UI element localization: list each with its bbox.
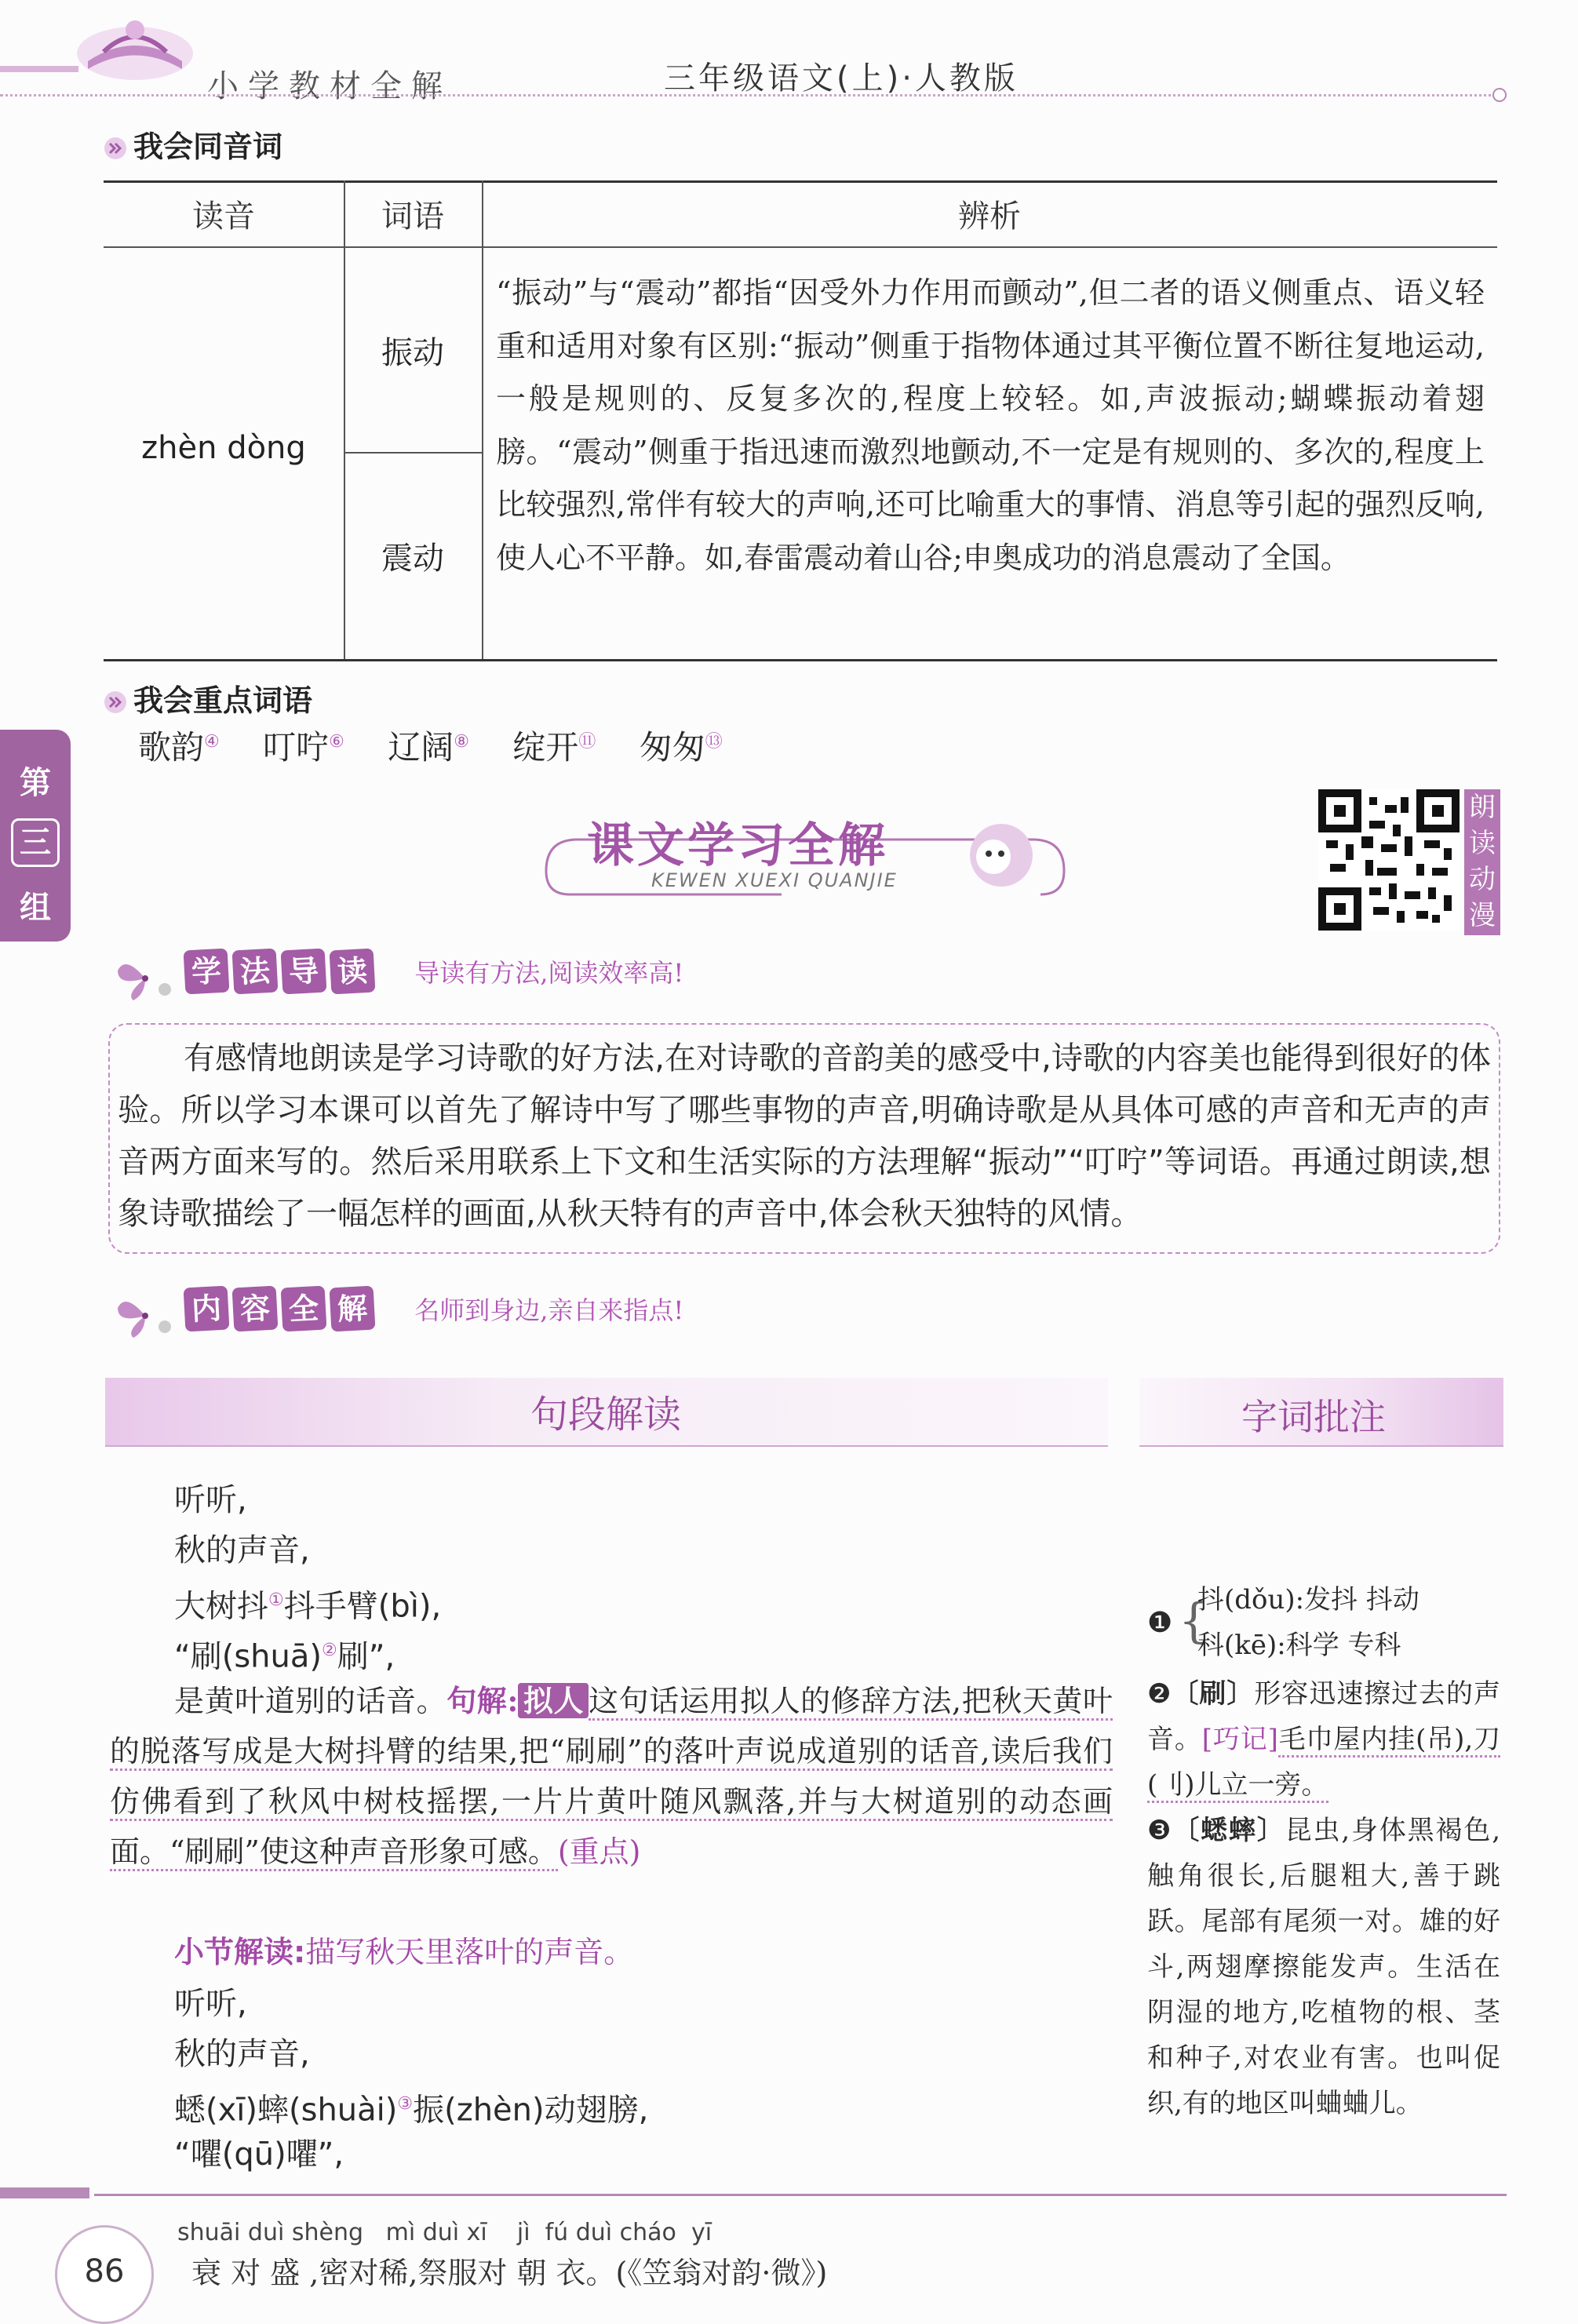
poem-line: 秋的声音, — [174, 2036, 310, 2072]
note-1: ❶ { 抖(dǒu):发抖 抖动 科(kē):科学 专科 — [1147, 1584, 1419, 1661]
note-2: ❷〔刷〕形容迅速擦过去的声音。[巧记]毛巾屋内挂(吊),刀(刂)儿立一旁。 — [1147, 1671, 1500, 1808]
keyword-item: 匆匆⑬ — [639, 728, 723, 767]
poem-line: 蟋(xī)蟀(shuài)③振(zhèn)动翅膀, — [174, 2092, 649, 2129]
banner-subtitle: KEWEN XUEXI QUANJIE — [651, 869, 898, 891]
side-tab-char: 组 — [20, 890, 51, 926]
word-notes-heading: 字词批注 — [1241, 1396, 1386, 1438]
banner-title: 课文学习全解 — [587, 818, 888, 873]
homophones-table — [104, 180, 1497, 659]
keyword-item: 叮咛⑥ — [263, 728, 344, 767]
page-number: 86 — [55, 2225, 154, 2324]
book-logo-icon — [72, 6, 198, 85]
pill-char: 读 — [330, 949, 376, 995]
content-note: 名师到身边,亲自来指点! — [414, 1295, 684, 1325]
keywords-section-title — [104, 676, 312, 719]
side-tab-char: 三 — [11, 818, 60, 867]
poem-line: “㘗(qū)㘗”, — [174, 2136, 344, 2173]
word-notes — [1147, 1577, 1500, 2126]
double-arrow-icon — [104, 137, 127, 160]
keyword-item: 歌韵④ — [138, 728, 220, 767]
guide-note: 导读有方法,阅读效率高! — [414, 958, 684, 988]
pinyin-cell: zhèn dòng — [141, 430, 306, 466]
series-title: 小学教材全解 — [207, 68, 452, 104]
sentence-analysis-heading: 句段解读 — [530, 1393, 682, 1437]
header-divider — [0, 94, 1507, 97]
pill-char: 导 — [281, 949, 327, 995]
homophones-title-text: 我会同音词 — [133, 129, 283, 164]
butterfly-icon — [110, 955, 180, 1002]
book-title: 三年级语文(上)·人教版 — [664, 60, 1019, 97]
guide-text: 有感情地朗读是学习诗歌的好方法,在对诗歌的音韵美的感受中,诗歌的内容美也能得到很好的体验。所以学习本课可以首先了解诗中写了哪些事物的声音,明确诗歌是从具体可感的声音和无声的声音两方面来写的。然后采用联系上下文和生活实际的方法理解“振动”“叮咛”等词语。再通过朗读,想象诗歌描绘了一幅怎样的画面,从秋天特有的声音中,体会秋天独特的风情。 — [118, 1040, 1491, 1232]
side-tab-char: 第 — [20, 765, 51, 801]
pill-char: 解 — [330, 1286, 376, 1332]
header-dot-icon — [1492, 88, 1507, 102]
pill-char: 全 — [281, 1286, 327, 1332]
poem-block-2 — [174, 1979, 1116, 2180]
pill-char: 学 — [184, 949, 230, 995]
section-summary: 小节解读:描写秋天里落叶的声音。 — [174, 1935, 634, 1969]
qr-label: 朗 读 动 漫 — [1464, 789, 1500, 935]
poem-block — [174, 1475, 1116, 1676]
poem-line: 秋的声音, — [174, 1532, 310, 1568]
poem-line: 听听, — [174, 1986, 247, 2022]
guide-heading — [110, 949, 683, 1012]
keyword-item: 辽阔⑧ — [388, 728, 469, 767]
content-heading — [110, 1287, 683, 1350]
pill-char: 法 — [232, 949, 279, 995]
poem-line: “刷(shuā)②刷”, — [174, 1638, 395, 1675]
word-cell-1: 振动 — [381, 335, 444, 371]
keyword-list — [138, 722, 756, 769]
butterfly-icon — [110, 1292, 180, 1339]
footer-divider — [94, 2194, 1507, 2196]
double-arrow-icon — [104, 690, 127, 714]
qr-code-icon[interactable] — [1318, 789, 1460, 931]
header-accent-bar — [0, 66, 78, 72]
homophones-section-title — [104, 122, 282, 166]
poem-line: 大树抖①抖手臂(bì), — [174, 1588, 442, 1625]
footer-pinyin: shuāi duì shèng mì duì xī jì fú duì cháo yī — [177, 2219, 712, 2246]
keyword-item: 绽开⑪ — [512, 728, 596, 767]
footer-couplet: 衰 对 盛 ,密对稀,祭服对 朝 衣。(《笠翁对韵·微》) — [191, 2256, 828, 2290]
pill-char: 容 — [232, 1286, 279, 1332]
unit-side-tab — [0, 730, 71, 942]
footer-accent-bar — [0, 2187, 89, 2198]
column-header-analysis: 辨析 — [958, 199, 1021, 235]
sentence-analysis-paragraph: 是黄叶道别的话音。句解: 拟人 这句话运用拟人的修辞方法,把秋天黄叶的脱落写成是大树抖臂的结果,把“刷刷”的落叶声说成道别的话音,读后我们仿佛看到了秋风中树枝摇摆,一片片黄叶随风飘落,并与大树道别的动态画面。“刷刷”使这种声音形象可感。(重点) — [110, 1676, 1113, 1877]
note-3: ❸〔蟋蟀〕昆虫,身体黑褐色,触角很长,后腿粗大,善于跳跃。尾部有尾须一对。雄的好斗,两翅摩擦能发声。生活在阴湿的地方,吃植物的根、茎和种子,对农业有害。也叫促织,有的地区叫蛐蛐儿。 — [1147, 1815, 1501, 2119]
keywords-title-text: 我会重点词语 — [133, 683, 313, 718]
analysis-cell: “振动”与“震动”都指“因受外力作用而颤动”,但二者的语义侧重点、语义轻重和适用对象有区别:“振动”侧重于指物体通过其平衡位置不断往复地运动,一般是规则的、反复多次的,程度上较轻。如,声波振动;蝴蝶振动着翅膀。“震动”侧重于指迅速而激烈地颤动,不一定是有规则的、多次的,程度上比较强烈,常伴有较大的声响,还可比喻重大的事情、消息等引起的强烈反响,使人心不平静。如,春雷震动着山谷;申奥成功的消息震动了全国。 — [496, 275, 1485, 575]
column-header-word: 词语 — [381, 199, 444, 235]
poem-line: 听听, — [174, 1482, 247, 1518]
pill-char: 内 — [184, 1286, 230, 1332]
word-cell-2: 震动 — [381, 541, 444, 577]
column-header-pinyin: 读音 — [192, 199, 255, 235]
